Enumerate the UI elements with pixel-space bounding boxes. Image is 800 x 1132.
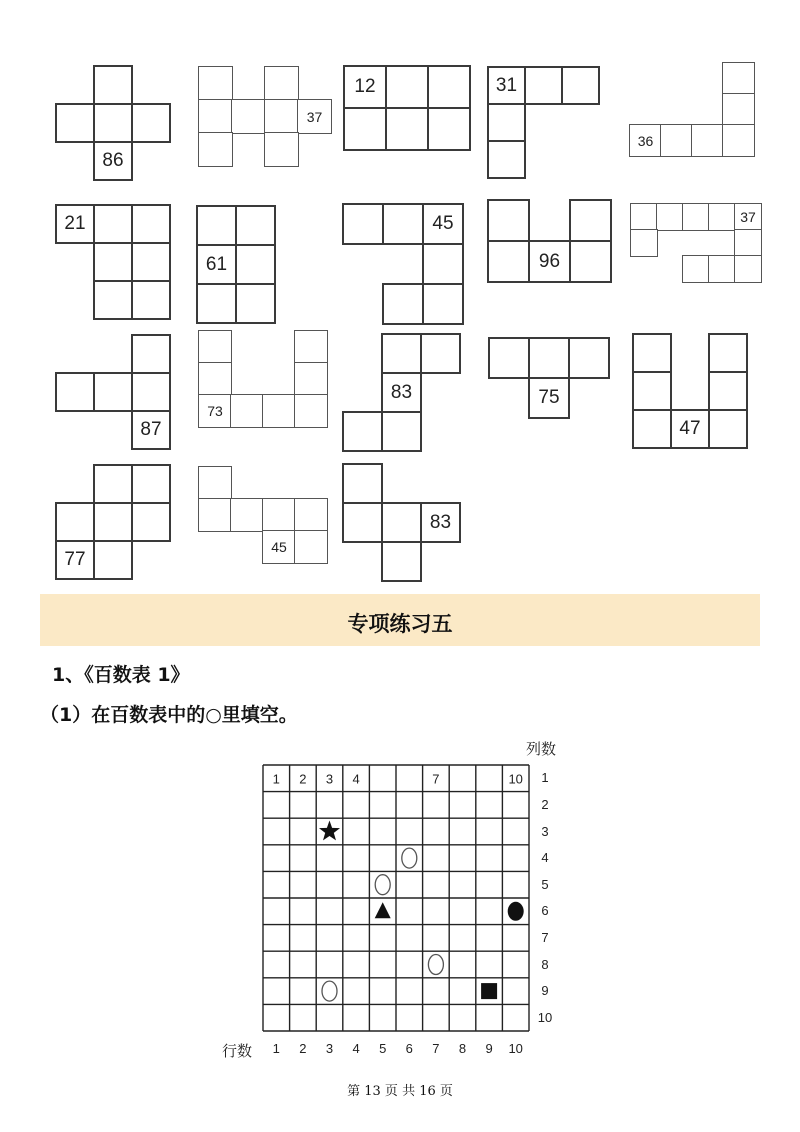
cell-number: 36 xyxy=(637,132,654,149)
blank-cell xyxy=(55,103,95,143)
cell-number: 83 xyxy=(390,381,413,403)
blank-cell xyxy=(93,502,133,542)
section-title: 专项练习五 xyxy=(347,612,453,636)
blank-cell xyxy=(294,330,328,364)
blank-cell xyxy=(708,409,748,449)
cell-number: 31 xyxy=(495,74,518,96)
blank-cell xyxy=(422,243,464,285)
numbered-cell xyxy=(131,410,171,450)
column-label: 1 xyxy=(272,1041,280,1056)
blank-cell xyxy=(632,333,672,373)
blank-cell xyxy=(632,409,672,449)
sub-question: （1）在百数表中的○里填空。 xyxy=(40,704,298,726)
question-title: 1、《百数表 1》 xyxy=(52,664,190,686)
blank-cell xyxy=(342,502,383,543)
numbered-cell xyxy=(55,204,95,244)
numbered-cell xyxy=(629,124,662,157)
blank-cell xyxy=(722,124,755,157)
cell-number: 87 xyxy=(140,419,162,440)
cell-number: 75 xyxy=(538,387,560,408)
blank-cell xyxy=(131,502,171,542)
blank-cell xyxy=(198,498,232,532)
blank-cell xyxy=(235,283,276,324)
blank-cell xyxy=(198,466,232,500)
numbered-cell xyxy=(734,203,762,231)
star-symbol xyxy=(319,821,340,841)
blank-cell xyxy=(632,371,672,411)
numbered-cell xyxy=(196,244,237,285)
blank-cell xyxy=(682,203,710,231)
row-label: 1 xyxy=(541,770,549,786)
blank-cell xyxy=(196,205,237,246)
column-label: 7 xyxy=(432,1041,440,1056)
cell-number: 83 xyxy=(429,511,452,533)
grid-cell-number: 4 xyxy=(352,771,360,787)
open-circle-blank xyxy=(322,981,337,1001)
page-footer: 第 13 页 共 16 页 xyxy=(347,1084,453,1099)
cell-number: 37 xyxy=(306,108,323,125)
numbered-cell xyxy=(528,377,570,419)
cell-number: 45 xyxy=(271,539,287,555)
blank-cell xyxy=(342,411,383,452)
grid-cell-number: 7 xyxy=(432,771,440,787)
blank-cell xyxy=(382,283,424,325)
column-label: 8 xyxy=(458,1041,467,1056)
blank-cell xyxy=(630,229,658,257)
blank-cell xyxy=(131,464,171,504)
row-label: 2 xyxy=(541,796,549,812)
triangle-symbol xyxy=(375,902,391,918)
blank-cell xyxy=(93,103,133,143)
numbered-cell xyxy=(297,99,332,134)
blank-cell xyxy=(382,203,424,245)
blank-cell xyxy=(262,498,296,532)
blank-cell xyxy=(708,371,748,411)
blank-cell xyxy=(93,204,133,244)
blank-cell xyxy=(561,66,600,105)
blank-cell xyxy=(294,362,328,396)
blank-cell xyxy=(487,240,530,283)
blank-cell xyxy=(264,99,299,134)
blank-cell xyxy=(230,394,264,428)
blank-cell xyxy=(568,337,610,379)
column-label: 6 xyxy=(405,1041,413,1056)
numbered-cell xyxy=(343,65,387,109)
numbered-cell xyxy=(420,502,461,543)
blank-cell xyxy=(691,124,724,157)
blank-cell xyxy=(55,502,95,542)
column-label: 4 xyxy=(352,1041,360,1056)
blank-cell xyxy=(524,66,563,105)
cell-number: 96 xyxy=(538,250,561,272)
numbered-cell xyxy=(93,141,133,181)
blank-cell xyxy=(420,333,461,374)
numbered-cell xyxy=(55,540,95,580)
blank-cell xyxy=(569,240,612,283)
blank-cell xyxy=(488,337,530,379)
numbered-cell xyxy=(670,409,710,449)
grid-cell-number: 10 xyxy=(508,771,523,787)
column-label: 2 xyxy=(299,1041,307,1056)
cell-number: 37 xyxy=(740,209,756,225)
blank-cell xyxy=(264,132,299,167)
numbered-cell xyxy=(528,240,571,283)
blank-cell xyxy=(196,283,237,324)
blank-cell xyxy=(294,530,328,564)
column-label: 9 xyxy=(485,1041,493,1056)
blank-cell xyxy=(294,498,328,532)
row-label: 9 xyxy=(541,983,549,999)
blank-cell xyxy=(131,372,171,412)
blank-cell xyxy=(427,65,471,109)
blank-cell xyxy=(131,280,171,320)
blank-cell xyxy=(198,362,232,396)
blank-cell xyxy=(660,124,693,157)
blank-cell xyxy=(656,203,684,231)
numbered-cell xyxy=(487,66,526,105)
blank-cell xyxy=(230,498,264,532)
hundred-grid xyxy=(262,764,530,1032)
blank-cell xyxy=(708,333,748,373)
row-label: 3 xyxy=(541,823,549,839)
row-label: 5 xyxy=(541,876,549,892)
row-label: 4 xyxy=(541,850,549,866)
blank-cell xyxy=(343,107,387,151)
numbered-cell xyxy=(262,530,296,564)
blank-cell xyxy=(294,394,328,428)
blank-cell xyxy=(131,242,171,282)
blank-cell xyxy=(734,229,762,257)
blank-cell xyxy=(381,411,422,452)
blank-cell xyxy=(381,541,422,582)
cell-number: 47 xyxy=(679,418,701,439)
square-symbol xyxy=(481,983,497,999)
blank-cell xyxy=(682,255,710,283)
row-axis-label: 行数 xyxy=(222,1042,253,1060)
blank-cell xyxy=(422,283,464,325)
blank-cell xyxy=(231,99,266,134)
blank-cell xyxy=(55,372,95,412)
blank-cell xyxy=(235,205,276,246)
row-label: 8 xyxy=(541,956,549,972)
blank-cell xyxy=(722,93,755,126)
blank-cell xyxy=(487,103,526,142)
blank-cell xyxy=(93,464,133,504)
column-axis-label: 列数 xyxy=(526,740,557,758)
blank-cell xyxy=(708,203,736,231)
numbered-cell xyxy=(381,372,422,413)
blank-cell xyxy=(262,394,296,428)
blank-cell xyxy=(198,66,233,101)
blank-cell xyxy=(198,330,232,364)
grid-cell-number: 3 xyxy=(325,771,334,787)
section-banner xyxy=(40,594,760,646)
grid-cell-number: 1 xyxy=(272,771,280,787)
blank-cell xyxy=(487,199,530,242)
numbered-cell xyxy=(422,203,464,245)
open-circle-blank xyxy=(375,875,390,895)
blank-cell xyxy=(198,99,233,134)
blank-cell xyxy=(708,255,736,283)
blank-cell xyxy=(630,203,658,231)
open-circle-blank xyxy=(428,955,443,975)
cell-number: 61 xyxy=(205,253,228,275)
blank-cell xyxy=(93,372,133,412)
grid-cell-number: 2 xyxy=(299,771,307,787)
row-label: 6 xyxy=(541,903,549,919)
blank-cell xyxy=(93,65,133,105)
filled-circle-symbol xyxy=(508,902,524,921)
blank-cell xyxy=(131,334,171,374)
blank-cell xyxy=(385,65,429,109)
blank-cell xyxy=(198,132,233,167)
blank-cell xyxy=(342,463,383,504)
blank-cell xyxy=(264,66,299,101)
blank-cell xyxy=(569,199,612,242)
blank-cell xyxy=(93,242,133,282)
cell-number: 12 xyxy=(354,76,376,97)
blank-cell xyxy=(342,203,384,245)
column-label: 10 xyxy=(508,1041,523,1056)
blank-cell xyxy=(93,280,133,320)
row-label: 7 xyxy=(541,929,549,945)
blank-cell xyxy=(734,255,762,283)
cell-number: 73 xyxy=(207,403,223,419)
blank-cell xyxy=(381,502,422,543)
open-circle-blank xyxy=(402,848,417,868)
blank-cell xyxy=(93,540,133,580)
blank-cell xyxy=(722,62,755,95)
blank-cell xyxy=(381,333,422,374)
column-label: 3 xyxy=(325,1041,334,1056)
blank-cell xyxy=(427,107,471,151)
cell-number: 21 xyxy=(64,213,86,234)
blank-cell xyxy=(131,204,171,244)
blank-cell xyxy=(131,103,171,143)
blank-cell xyxy=(385,107,429,151)
row-label: 10 xyxy=(537,1009,553,1025)
blank-cell xyxy=(235,244,276,285)
blank-cell xyxy=(487,140,526,179)
cell-number: 45 xyxy=(432,213,454,234)
numbered-cell xyxy=(198,394,232,428)
cell-number: 86 xyxy=(102,150,124,171)
column-label: 5 xyxy=(379,1041,387,1056)
blank-cell xyxy=(528,337,570,379)
cell-number: 77 xyxy=(64,549,86,570)
